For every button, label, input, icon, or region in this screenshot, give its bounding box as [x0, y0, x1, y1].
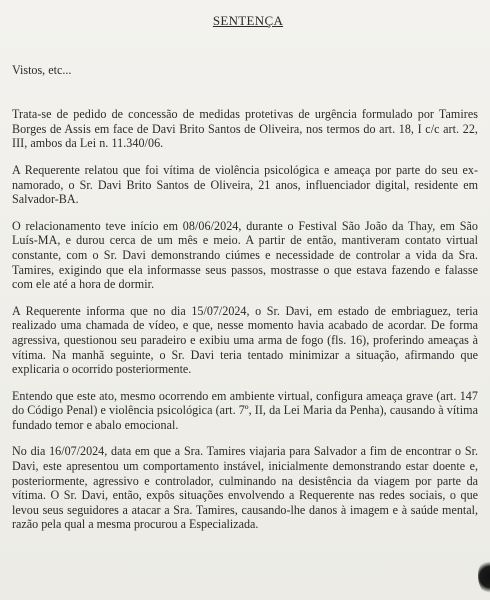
document-body — [12, 14, 484, 544]
paragraph-6: No dia 16/07/2024, data em que a Sra. Tamires viajaria para Salvador a fim de encontrar o Sr. Davi, este apresentou um comportamento instável, inicialmente demonstrando estar doente e, posteriormente, agressivo e controlador, culminando na desistência da viagem por parte da vítima. O Sr. Davi, então, expôs situações envolvendo a Requerente nas redes sociais, o que levou seus seguidores a atacar a Sra. Tamires, causando-lhe danos à imagem e à saúde mental, razão pela qual a mesma procurou a Especializada. — [12, 444, 478, 532]
paragraph-2: A Requerente relatou que foi vítima de violência psicológica e ameaça por parte do seu ex-namorado, o Sr. Davi Brito Santos de Oliveira, 21 anos, influenciador digital, residente em Salvador-BA. — [12, 162, 478, 207]
finger-shadow — [478, 560, 490, 594]
paragraph-3: O relacionamento teve início em 08/06/2024, durante o Festival São João da Thay, em São Luís-MA, e durou cerca de um mês e meio. A partir de então, mantiveram contato virtual constante, com o Sr. Davi demonstrando ciúmes e necessidade de controlar a vida da Sra. Tamires, exigindo que ela informasse seus passos, mostrasse o que estava fazendo e falasse com ele até a hora de dormir. — [12, 218, 478, 292]
paragraph-4: A Requerente informa que no dia 15/07/2024, o Sr. Davi, em estado de embriaguez, teria realizado uma chamada de vídeo, e que, nesse momento havia acabado de acordar. De forma agressiva, questionou seu paradeiro e exibiu uma arma de fogo (fls. 16), proferindo ameaças à vítima. Na manhã seguinte, o Sr. Davi teria tentado minimizar a situação, afirmando que explicaria o ocorrido posteriormente. — [12, 303, 478, 377]
paragraph-5: Entendo que este ato, mesmo ocorrendo em ambiente virtual, configura ameaça grave (art. 147 do Código Penal) e violência psicológica (art. 7º, II, da Lei Maria da Penha), causando à vítima fundado temor e abalo emocional. — [12, 388, 478, 432]
page-bottom-edge — [0, 590, 490, 600]
document-opening: Vistos, etc... — [12, 62, 72, 77]
document-title: SENTENÇA — [212, 13, 284, 28]
paragraph-1: Trata-se de pedido de concessão de medidas protetivas de urgência formulado por Tamires Borges de Assis em face de Davi Brito Santos de Oliveira, nos termos do art. 18, I c/c art. 22, III, ambos da Lei n. 11.340/06. — [12, 107, 478, 151]
